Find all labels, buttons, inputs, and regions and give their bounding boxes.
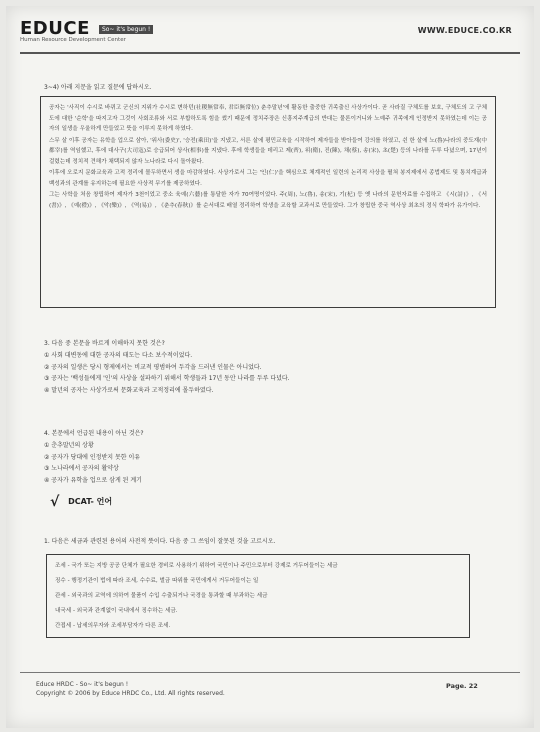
definition-item: 관세 - 외국과의 교역에 의하여 물품이 수입 수출되거나 국경을 통과할 때 부과하는 세금 — [55, 593, 268, 599]
passage-paragraph: 이후에 오로지 문화교육과 고적 정리에 몰두하면서 생을 마감하였다. 사상가로서 그는 '인(仁)'을 핵심으로 체계적인 일련의 논리적 사상을 펼쳐 봉지제에서 종법제도 및 통치계급과 백성과의 관계를 유지하는데 필요한 사상적 무기를 제공하였다. — [49, 170, 487, 187]
section-heading — [50, 494, 112, 510]
question-3 — [44, 338, 290, 396]
brand-logo — [20, 18, 153, 43]
question-4-title: 4. 본문에서 언급된 내용이 아닌 것은? — [44, 430, 144, 437]
page-number: Page. 22 — [446, 682, 478, 690]
definition-item: 내국세 - 외국과 관계없이 국내에서 징수하는 세금. — [55, 608, 178, 614]
definition-item: 간접세 - 납세의무자와 조세부담자가 다른 조세. — [55, 623, 171, 629]
definition-item: 징수 - 행정기관이 법에 따라 조세, 수수료, 벌금 따위를 국민에게서 거두어들이는 일 — [55, 578, 259, 584]
page-header — [20, 18, 520, 50]
question-4-option: ② 공자가 당대에 인정받지 못한 이유 — [44, 453, 141, 461]
passage-paragraph: 스무 살 이후 공자는 유학을 업으로 삼아, '위사(委史)', '승전(乘田)'을 지냈고, 서른 살에 평민교육을 시작하여 제자들을 받아들여 강의를 하였고, 쉰 한 살에 노(魯)나라의 중도재(中都宰)를 역임했고, 후에 대사구(大司寇)로 승급되어 상사(相事)를 지냈다. 후에 학생들을 데리고 제(齊), 위(衛), 진(陳), 채(蔡), 송(宋), 초(楚) 등의 나라를 두루 다녔으며, 17년이 걸렸는데 정치적 견해가 채택되지 않자 노나라로 다시 돌아왔다. — [49, 137, 487, 165]
question-1-title: 1. 다음은 세금과 관련된 용어의 사전적 뜻이다. 다음 중 그 쓰임이 잘못된 것을 고르시오. — [44, 538, 276, 545]
logo-subtitle: Human Resource Development Center — [20, 37, 126, 43]
question-3-option: ② 공자의 일생은 당시 형제에서는 비교적 평범하여 두각을 드러낸 인물은 아니었다. — [44, 363, 262, 371]
header-divider — [20, 52, 520, 54]
logo-text: EDUCE — [20, 18, 90, 39]
definitions-box — [46, 554, 470, 638]
footer-copyright: Copyright © 2006 by Educe HRDC Co., Ltd. All rights reserved. — [36, 690, 225, 697]
passage-box — [40, 96, 496, 308]
header-url: WWW.EDUCE.CO.KR — [417, 26, 512, 35]
question-4-option: ④ 공자가 유학을 업으로 삼게 된 계기 — [44, 476, 142, 484]
footer-divider — [20, 672, 520, 673]
definition-item: 조세 - 국가 또는 지방 공공 단체가 필요한 경비로 사용하기 위하여 국민이나 주민으로부터 강제로 거두어들이는 세금 — [55, 563, 338, 569]
question-3-option: ③ 공자는 '백성들에게 '인'의 사상을 설파하기 위해서 학생들과 17년 동안 나라를 두루 다녔다. — [44, 375, 290, 382]
passage-paragraph: 그는 사학을 처음 창립하여 제자가 3천이었고 중소 육예(六藝)를 통달한 자가 70여명이었다. 주(周), 노(魯), 송(宋), 기(杞) 등 옛 나라의 문헌자료를 수집하고 《시(詩)》, 《서(書)》, 《예(禮)》, 《악(樂)》, 《역(易)》, 《춘추(春秋)》를 순서대로 배열 정리하여 학생을 교육할 교과서로 만들었다. 그가 창립한 중국 역사상 최초의 정식 학파가 유가이다. — [49, 192, 487, 209]
logo-slogan: So~ it's begun ! — [99, 25, 153, 34]
check-icon: √ — [50, 494, 60, 510]
question-4-option: ① 춘추말년의 상황 — [44, 442, 94, 449]
question-3-option: ① 사회 대변동에 대한 공자의 태도는 다소 보수적이었다. — [44, 352, 193, 359]
passage-paragraph: 공자는 '사직이 수시로 바뀌고 군신의 지위가 수시로 변하던(社稷無常奉, 君臣無常位) 춘추말년'에 활동한 출중한 귀족출신 사상가이다. 곧 사라질 구체도를 보호, 구체도의 고 구체도에 대한 '순학'을 따지고자 그것이 사회조류와 서로 부합하도록 힘을 썼기 때문에 정치주장은 신흥지주계급의 반대는 물론이거니와 노예주 귀족에게 인정받지 못하였는데 이는 공자의 일생을 우울하게 만들었고 뜻을 이루지 못하게 하였다. — [49, 105, 487, 132]
footer-line-1: Educe HRDC - So~ it's begun ! — [36, 681, 129, 688]
document-page — [6, 6, 534, 728]
question-3-title: 3. 다음 중 본문을 바르게 이해하지 못한 것은? — [44, 340, 165, 347]
question-4 — [44, 428, 144, 486]
page-footer — [36, 680, 225, 698]
question-4-option: ③ 노나라에서 공자의 활약상 — [44, 465, 119, 472]
section-title: DCAT- 언어 — [68, 497, 113, 506]
question-intro: 3~4) 아래 지문을 읽고 질문에 답하시오. — [44, 84, 152, 91]
question-3-option: ④ 말년의 공자는 사상가로써 문화교육과 고적정리에 몰두하였다. — [44, 386, 214, 394]
